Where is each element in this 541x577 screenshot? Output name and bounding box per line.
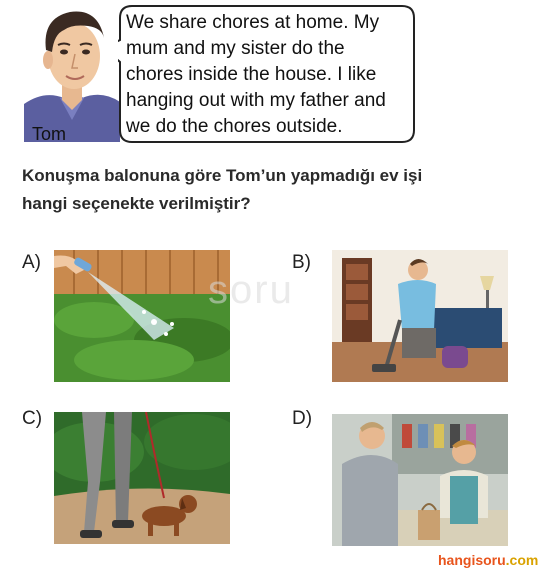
option-d-image[interactable] [332, 414, 508, 546]
site-name: hangisoru [438, 552, 506, 568]
option-b-label[interactable]: B) [292, 252, 311, 273]
site-logo[interactable] [438, 552, 538, 568]
option-b-image[interactable] [332, 250, 508, 382]
question-text [22, 162, 534, 218]
option-c-label[interactable]: C) [22, 408, 43, 429]
tom-portrait [24, 4, 120, 142]
option-a-label[interactable]: A) [22, 252, 41, 273]
question-line: hangi seçenekte verilmiştir? [22, 194, 251, 213]
speech-text [126, 10, 411, 140]
speech-line: mum and my sister do the [126, 38, 345, 59]
option-a-image[interactable] [54, 250, 230, 382]
option-c-image[interactable] [54, 412, 230, 544]
speech-line: chores inside the house. I like [126, 64, 377, 85]
option-d-label[interactable]: D) [292, 408, 313, 429]
question-line: Konuşma balonuna göre Tom’un yapmadığı ev işi [22, 166, 423, 185]
speech-line: We share chores at home. My [126, 12, 380, 33]
speech-line: hanging out with my father and [126, 90, 386, 111]
site-domain: .com [505, 552, 539, 568]
speech-line: we do the chores outside. [126, 116, 343, 137]
speaker-name: Tom [32, 124, 67, 144]
watermark-text: soru [208, 268, 294, 312]
